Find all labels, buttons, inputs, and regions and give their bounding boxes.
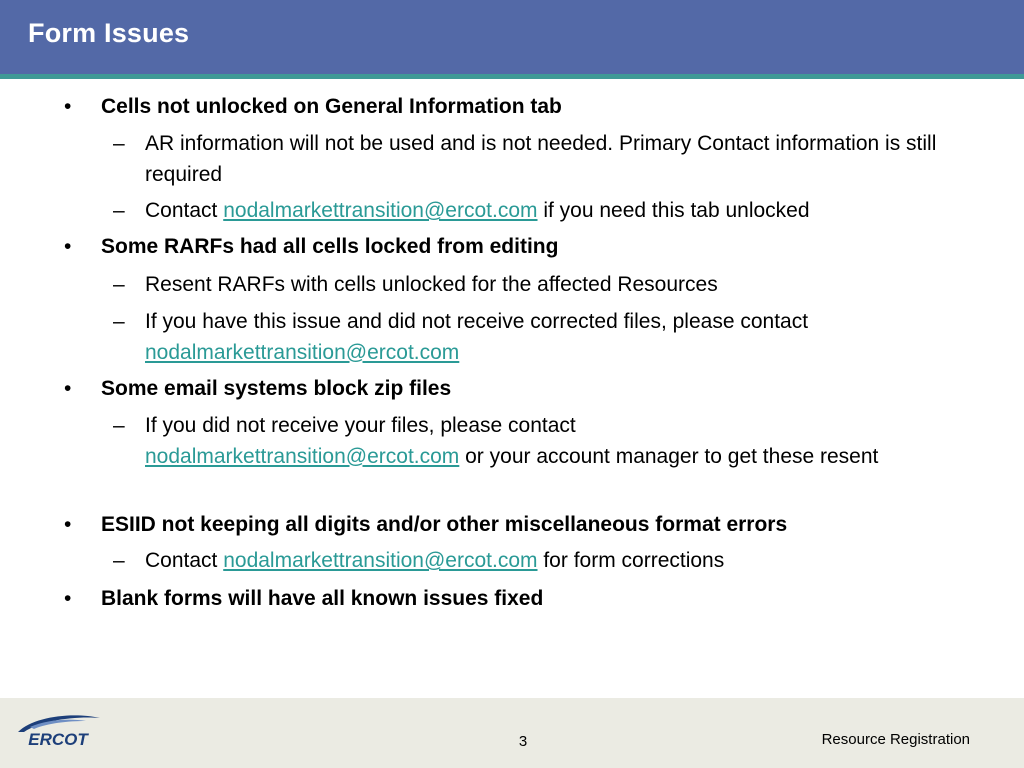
bullet-dot-icon: • <box>64 235 72 258</box>
email-link[interactable]: nodalmarkettransition@ercot.com <box>223 199 538 222</box>
sub-bullet-text <box>145 411 975 472</box>
bullet-text: Some email systems block zip files <box>101 377 452 400</box>
footer-label: Resource Registration <box>821 731 970 748</box>
sub-bullet-text-prefix: Contact <box>145 199 224 222</box>
dash-icon: – <box>113 414 125 437</box>
sub-bullet-text-suffix: or your account manager to get these resent <box>459 444 879 468</box>
bullet-text: Blank forms will have all known issues fixed <box>101 587 544 610</box>
sub-bullet-text: Resent RARFs with cells unlocked for the affected Resources <box>145 273 718 296</box>
sub-bullet-text-suffix: if you need this tab unlocked <box>537 199 810 222</box>
bullet-text: Cells not unlocked on General Information tab <box>101 95 562 118</box>
sub-bullet-text-prefix: If you have this issue and did not receive corrected files, please contact <box>145 310 809 333</box>
sub-bullet-text-prefix: If you did not receive your files, please contact <box>145 414 576 437</box>
slide-title: Form Issues <box>28 18 190 48</box>
bullet-text: ESIID not keeping all digits and/or other miscellaneous format errors <box>101 513 788 536</box>
bullet-dot-icon: • <box>64 95 72 118</box>
sub-bullet-text <box>145 307 975 368</box>
bullet-dot-icon: • <box>64 513 72 536</box>
dash-icon: – <box>113 132 125 155</box>
dash-icon: – <box>113 310 125 333</box>
bullet-dot-icon: • <box>64 377 72 400</box>
sub-bullet-text <box>145 546 975 577</box>
email-link[interactable]: nodalmarkettransition@ercot.com <box>145 444 460 468</box>
bullet-text: Some RARFs had all cells locked from editing <box>101 235 559 258</box>
sub-bullet-text-suffix: for form corrections <box>537 549 725 572</box>
page-number: 3 <box>518 733 528 750</box>
bullet-dot-icon: • <box>64 587 72 610</box>
dash-icon: – <box>113 199 125 222</box>
email-link[interactable]: nodalmarkettransition@ercot.com <box>145 340 460 364</box>
ercot-logo-text: ERCOT <box>28 730 88 749</box>
sub-bullet-text <box>145 196 975 227</box>
email-link[interactable]: nodalmarkettransition@ercot.com <box>223 549 538 572</box>
sub-bullet-text: AR information will not be used and is not needed. Primary Contact information is still required <box>145 132 937 186</box>
dash-icon: – <box>113 549 125 572</box>
dash-icon: – <box>113 273 125 296</box>
sub-bullet-text-prefix: Contact <box>145 549 224 572</box>
